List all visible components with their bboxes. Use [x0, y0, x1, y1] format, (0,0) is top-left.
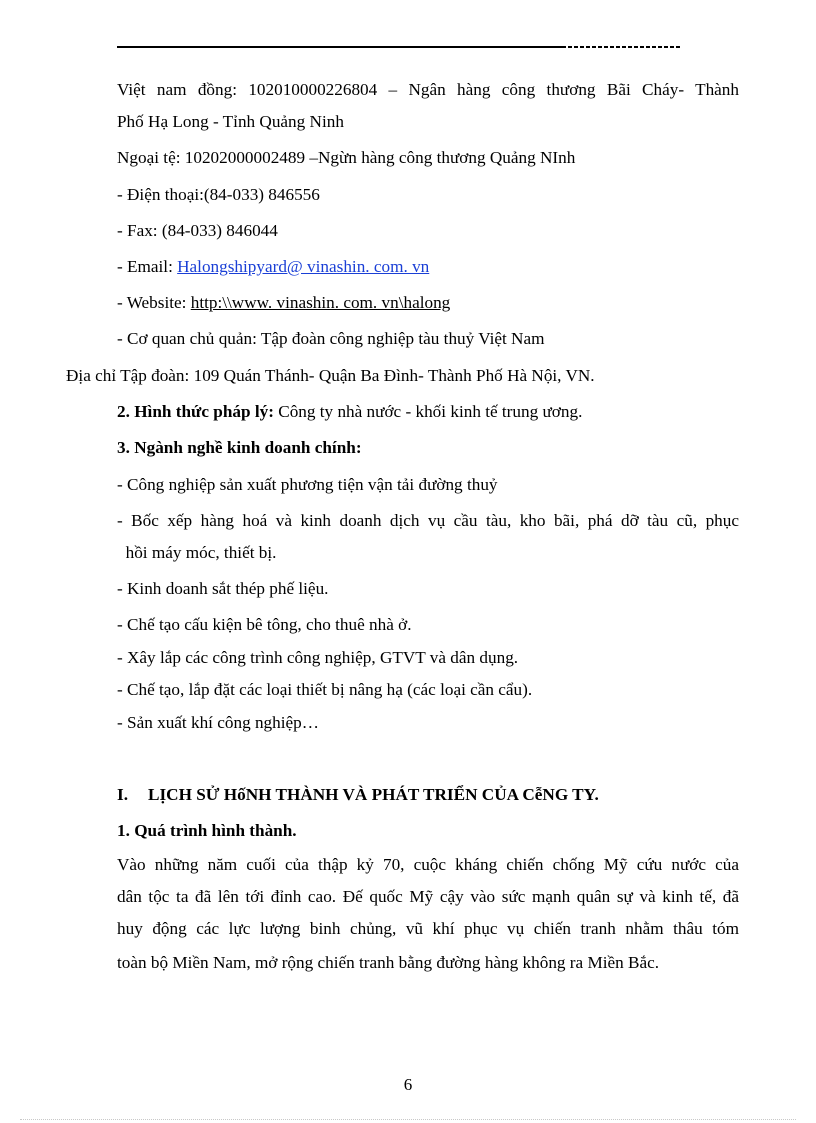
contact-website-link[interactable]: http:\\www. vinashin. com. vn\halong [190, 293, 451, 312]
contact-fax: - Fax: (84-033) 846044 [117, 221, 278, 240]
paragraph-line: Vào những năm cuối của thập kỷ 70, cuộc kháng chiến chống Mỹ cứu nước của [117, 855, 739, 874]
business-item: - Xây lắp các công trình công nghiệp, GTVT và dân dụng. [117, 648, 519, 667]
contact-website-label: - Website: [117, 293, 191, 312]
business-item: - Bốc xếp hàng hoá và kinh doanh dịch vụ cầu tàu, kho bãi, phá dỡ tàu cũ, phục [117, 511, 739, 530]
page-bottom-border [20, 1119, 796, 1120]
contact-phone: - Điện thoại:(84-033) 846556 [117, 185, 320, 204]
business-item: - Sản xuất khí công nghiệp… [117, 713, 319, 732]
section-subheading: 1. Quá trình hình thành. [117, 821, 297, 840]
section-number: I. [117, 785, 128, 804]
account-vnd-line-2: Phố Hạ Long - Tỉnh Quảng Ninh [117, 112, 344, 131]
business-item: - Công nghiệp sản xuất phương tiện vận tải đường thuỷ [117, 475, 498, 494]
section-heading [117, 784, 739, 806]
header-rule-dashed [562, 46, 681, 48]
contact-email-link[interactable]: Halongshipyard@ vinashin. com. vn [177, 257, 430, 276]
business-item: - Chế tạo cấu kiện bê tông, cho thuê nhà ở. [117, 615, 412, 634]
account-foreign-currency: Ngoại tệ: 10202000002489 –Ngừn hàng công thương Quảng NInh [117, 148, 576, 167]
business-item: - Kinh doanh sắt thép phế liệu. [117, 579, 329, 598]
contact-email-row [117, 256, 739, 278]
legal-form-text: Công ty nhà nước - khối kinh tế trung ương. [273, 402, 583, 421]
page-number: 6 [403, 1075, 413, 1094]
contact-email-label: - Email: [117, 257, 178, 276]
business-heading: 3. Ngành nghề kinh doanh chính: [117, 438, 362, 457]
contact-address: Địa chỉ Tập đoàn: 109 Quán Thánh- Quận Ba Đình- Thành Phố Hà Nội, VN. [66, 366, 595, 385]
paragraph-line: huy động các lực lượng binh chủng, vũ khí phục vụ chiến tranh nhằm thâu tóm [117, 919, 739, 938]
business-item-continuation: hồi máy móc, thiết bị. [117, 543, 277, 562]
legal-form-row [117, 401, 739, 423]
contact-website-row [117, 292, 739, 314]
section-title: LỊCH SỬ HốNH THÀNH VÀ PHÁT TRIỂN CỦA CễNG TY. [148, 785, 599, 804]
legal-form-label: 2. Hình thức pháp lý: [117, 402, 274, 421]
business-item: - Chế tạo, lắp đặt các loại thiết bị nâng hạ (các loại cần cẩu). [117, 680, 533, 699]
contact-agency: - Cơ quan chủ quản: Tập đoàn công nghiệp tàu thuỷ Việt Nam [117, 329, 545, 348]
paragraph-line: dân tộc ta đã lên tới đỉnh cao. Đế quốc Mỹ cậy vào sức mạnh quân sự và kinh tế, đã [117, 887, 739, 906]
account-vnd-line-1: Việt nam đồng: 102010000226804 – Ngân hàng công thương Bãi Cháy- Thành [117, 80, 739, 99]
paragraph-line: toàn bộ Miền Nam, mở rộng chiến tranh bằng đường hàng không ra Miền Bắc. [117, 953, 660, 972]
